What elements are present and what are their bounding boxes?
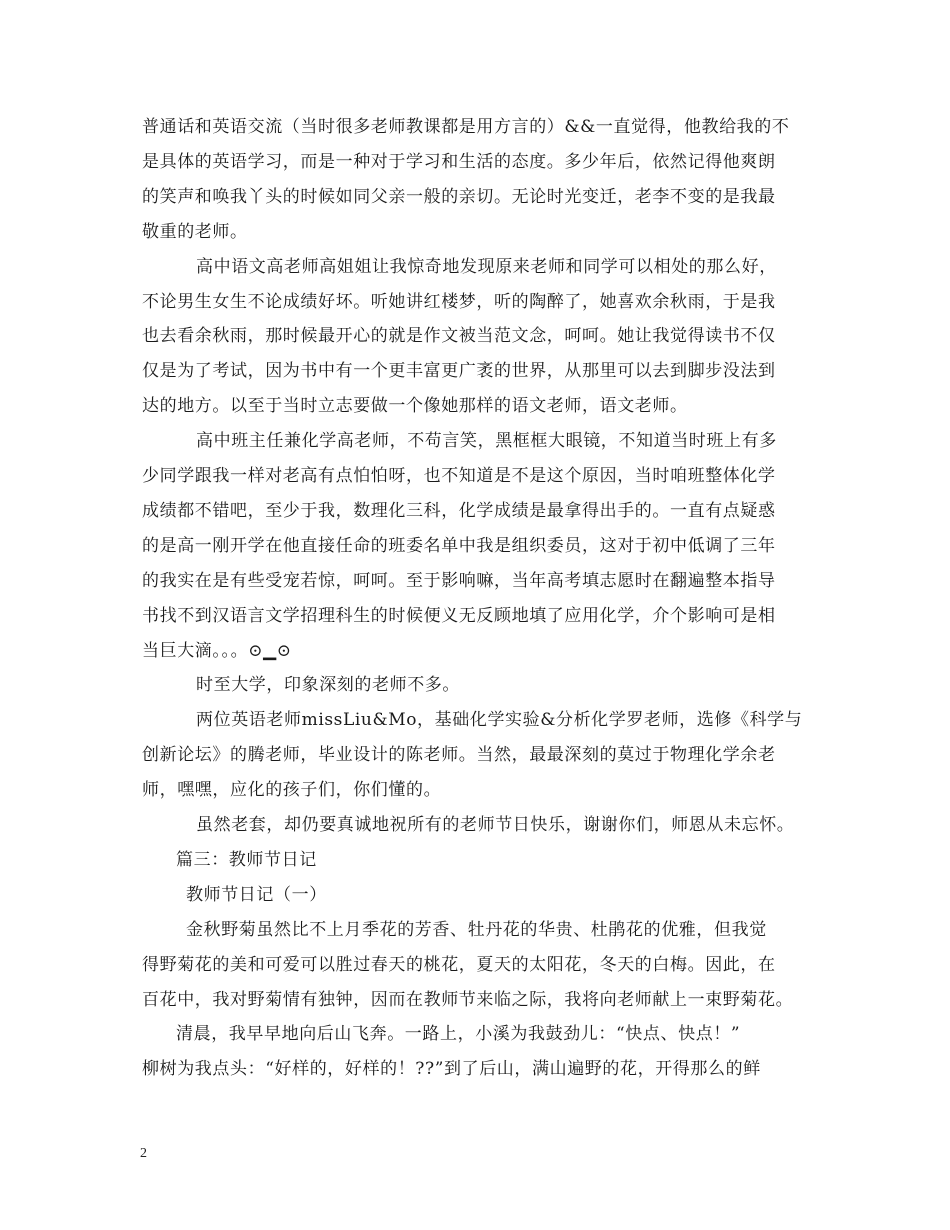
text-line: 成绩都不错吧，至少于我，数理化三科，化学成绩是最拿得出手的。一直有点疑惑 (142, 500, 776, 521)
text-line: 创新论坛》的腾老师，毕业设计的陈老师。当然，最最深刻的莫过于物理化学余老 (142, 745, 776, 766)
text-line: 清晨，我早早地向后山飞奔。一路上，小溪为我鼓劲儿：“快点、快点！” (176, 1024, 741, 1045)
text-line: 虽然老套，却仍要真诚地祝所有的老师节日快乐，谢谢你们，师恩从未忘怀。 (196, 815, 795, 835)
text-line: 时至大学，印象深刻的老师不多。 (196, 675, 460, 696)
text-line: 百花中，我对野菊情有独钟，因而在教师节来临之际，我将向老师献上一束野菊花。 (142, 989, 794, 1010)
text-line: 仅是为了考试，因为书中有一个更丰富更广袤的世界，从那里可以去到脚步没法到 (142, 361, 776, 382)
text-line: 教师节日记（一） (186, 884, 327, 905)
text-line: 高中语文高老师高姐姐让我惊奇地发现原来老师和同学可以相处的那么好， (196, 256, 777, 277)
text-line: 书找不到汉语言文学招理科生的时候便义无反顾地填了应用化学，介个影响可是相 (142, 605, 776, 626)
text-line: 得野菊花的美和可爱可以胜过春天的桃花，夏天的太阳花，冬天的白梅。因此，在 (142, 954, 776, 975)
text-line: 是具体的英语学习，而是一种对于学习和生活的态度。多少年后，依然记得他爽朗 (142, 151, 776, 172)
text-line: 两位英语老师missLiu&Mo，基础化学实验&分析化学罗老师，选修《科学与 (196, 710, 803, 731)
text-line: 普通话和英语交流（当时很多老师教课都是用方言的）&&一直觉得，他教给我的不 (142, 117, 790, 137)
text-line: 不论男生女生不论成绩好坏。听她讲红楼梦，听的陶醉了，她喜欢余秋雨，于是我 (142, 291, 776, 312)
text-line: 的笑声和唤我丫头的时候如同父亲一般的亲切。无论时光变迁，老李不变的是我最 (142, 186, 776, 207)
text-line: 高中班主任兼化学高老师，不苟言笑，黑框框大眼镜，不知道当时班上有多 (196, 431, 777, 452)
page-number: 2 (140, 1146, 147, 1161)
text-line: 也去看余秋雨，那时候最开心的就是作文被当范文念，呵呵。她让我觉得读书不仅 (142, 326, 776, 347)
text-line: 师，嘿嘿，应化的孩子们，你们懂的。 (142, 780, 442, 801)
text-line: 敬重的老师。 (142, 221, 248, 242)
text-line: 金秋野菊虽然比不上月季花的芳香、牡丹花的华贵、杜鹃花的优雅，但我觉 (186, 919, 767, 940)
text-line: 的我实在是有些受宠若惊，呵呵。至于影响嘛，当年高考填志愿时在翻遍整本指导 (142, 570, 776, 591)
text-line: 当巨大滴。。。⊙▁⊙ (142, 640, 292, 661)
text-line: 的是高一刚开学在他直接任命的班委名单中我是组织委员，这对于初中低调了三年 (142, 535, 776, 556)
text-line: 少同学跟我一样对老高有点怕怕呀，也不知道是不是这个原因，当时咱班整体化学 (142, 466, 776, 486)
text-line: 达的地方。以至于当时立志要做一个像她那样的语文老师，语文老师。 (142, 396, 688, 417)
text-line: 柳树为我点头：“好样的，好样的！??”到了后山，满山遍野的花，开得那么的鲜 (142, 1059, 761, 1080)
text-line: 篇三：教师节日记 (176, 849, 317, 870)
